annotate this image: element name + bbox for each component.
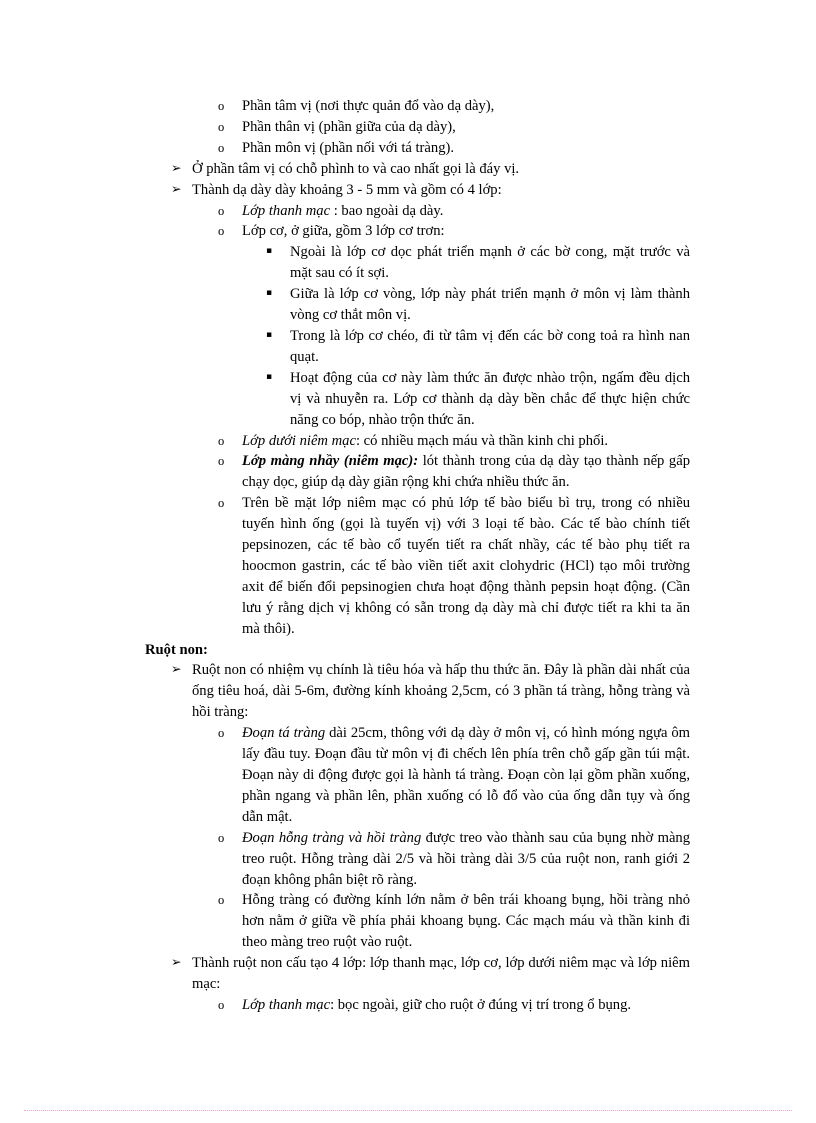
term-emphasis: Lớp màng nhầy (niêm mạc): bbox=[242, 453, 419, 470]
list-item bbox=[266, 284, 690, 326]
paragraph-text: Lớp cơ, ở giữa, gồm 3 lớp cơ trơn: bbox=[242, 223, 445, 240]
list-item bbox=[218, 117, 690, 138]
list-item bbox=[218, 828, 691, 891]
list-item bbox=[171, 180, 690, 201]
term-emphasis: Lớp dưới niêm mạc bbox=[242, 432, 356, 449]
paragraph-text: Phần thân vị (phần giữa của dạ dày), bbox=[242, 118, 456, 135]
paragraph-text: : có nhiều mạch máu và thần kinh chi phối. bbox=[355, 432, 609, 449]
paragraph-text: Ngoài là lớp cơ dọc phát triển mạnh ở các bờ cong, mặt trước và mặt sau có ít sợi. bbox=[290, 244, 690, 282]
term-emphasis: Đoạn hỗng tràng và hồi tràng bbox=[242, 829, 422, 846]
section-heading bbox=[145, 640, 816, 661]
circle-bullet-icon: o bbox=[218, 893, 225, 908]
square-bullet-icon: ▪ bbox=[266, 371, 273, 382]
list-item bbox=[171, 660, 690, 723]
list-item bbox=[218, 493, 690, 639]
list-item bbox=[218, 221, 690, 242]
circle-bullet-icon: o bbox=[218, 454, 225, 469]
list-item bbox=[218, 201, 690, 222]
list-item bbox=[218, 431, 690, 452]
circle-bullet-icon: o bbox=[218, 99, 225, 113]
circle-bullet-icon: o bbox=[218, 830, 225, 845]
term-emphasis: Lớp thanh mạc bbox=[242, 202, 331, 219]
list-item bbox=[266, 368, 690, 431]
paragraph-text: Phần môn vị (phần nối với tá tràng). bbox=[242, 139, 454, 156]
paragraph-text: Ruột non có nhiệm vụ chính là tiêu hóa và hấp thu thức ăn. Đây là phần dài nhất của ống tiêu hoá, dài 5-6m, đường kính khoảng 2,5cm, có 3 phần tá tràng, hỗng tràng và hồi tràng: bbox=[192, 662, 690, 721]
paragraph-text: Trên bề mặt lớp niêm mạc có phủ lớp tế bào biểu bì trụ, trong có nhiều tuyến hình ống (gọi là tuyến vị) với 3 loại tế bào. Các tế bào chính tiết pepsinozen, các tế bào cổ tuyến tiết ra chất nhầy, các tế bào phụ tiết ra hoocmon gastrin, các tế bào viền tiết axit clohydric (HCl) tạo môi trường axit để biến đổi pepsinogien chưa hoạt động thành pepsin hoạt động. (Cần lưu ý rằng dịch vị không có sẵn trong dạ dày mà chỉ được tiết ra khi ta ăn mà thôi). bbox=[242, 495, 690, 637]
paragraph-text: Giữa là lớp cơ vòng, lớp này phát triển mạnh ở môn vị làm thành vòng cơ thắt môn vị. bbox=[290, 286, 690, 324]
arrow-bullet-icon: ➢ bbox=[171, 661, 182, 677]
paragraph-text: Ở phần tâm vị có chỗ phình to và cao nhất gọi là đáy vị. bbox=[192, 160, 520, 177]
arrow-bullet-icon: ➢ bbox=[171, 159, 182, 175]
square-bullet-icon: ▪ bbox=[266, 288, 273, 299]
circle-bullet-icon: o bbox=[218, 203, 225, 218]
list-item bbox=[218, 890, 690, 953]
circle-bullet-icon: o bbox=[218, 726, 225, 741]
paragraph-text: : bao ngoài dạ dày. bbox=[330, 202, 444, 219]
list-item bbox=[218, 451, 690, 493]
list-item bbox=[218, 96, 690, 117]
circle-bullet-icon: o bbox=[218, 433, 225, 448]
paragraph-text: lót thành trong của dạ dày tạo thành nếp gấp chạy dọc, giúp dạ dày giãn rộng khi chứa nhiều thức ăn. bbox=[242, 453, 690, 491]
circle-bullet-icon: o bbox=[218, 224, 225, 239]
page-break-guide bbox=[24, 1110, 792, 1111]
paragraph-text: Thành ruột non cấu tạo 4 lớp: lớp thanh mạc, lớp cơ, lớp dưới niêm mạc và lớp niêm mạc: bbox=[192, 955, 690, 993]
paragraph-text: Hỗng tràng có đường kính lớn nằm ở bên trái khoang bụng, hồi tràng nhỏ hơn nằm ở giữa về phía phải khoang bụng. Các mạch máu và thần kinh đi theo màng treo ruột vào ruột. bbox=[242, 892, 690, 951]
arrow-bullet-icon: ➢ bbox=[171, 954, 182, 970]
circle-bullet-icon: o bbox=[218, 997, 225, 1012]
list-item bbox=[218, 723, 691, 828]
paragraph-text: Phần tâm vị (nơi thực quản đổ vào dạ dày), bbox=[242, 98, 495, 114]
document-body bbox=[0, 96, 816, 1016]
circle-bullet-icon: o bbox=[218, 119, 225, 134]
paragraph-text: Trong là lớp cơ chéo, đi từ tâm vị đến các bờ cong toả ra hình nan quạt. bbox=[290, 327, 690, 365]
arrow-bullet-icon: ➢ bbox=[171, 180, 182, 196]
paragraph-text: Hoạt động của cơ này làm thức ăn được nhào trộn, ngấm đều dịch vị và nhuyễn ra. Lớp cơ thành dạ dày bền chắc để thực hiện chức năng co bóp, nhào trộn thức ăn. bbox=[290, 369, 690, 428]
term-emphasis: Lớp thanh mạc bbox=[242, 996, 331, 1013]
list-item bbox=[171, 159, 690, 180]
paragraph-text: Ruột non: bbox=[145, 641, 208, 658]
circle-bullet-icon: o bbox=[218, 140, 225, 155]
list-item bbox=[171, 953, 690, 995]
list-item bbox=[266, 242, 690, 284]
paragraph-text: Thành dạ dày dày khoảng 3 - 5 mm và gồm có 4 lớp: bbox=[192, 181, 502, 198]
paragraph-text: được treo vào thành sau của bụng nhờ màng treo ruột. Hỗng tràng dài 2/5 và hồi tràng dài 3/5 của ruột non, ranh giới 2 đoạn không phân biệt rõ ràng. bbox=[242, 829, 691, 888]
paragraph-text: dài 25cm, thông với dạ dày ở môn vị, có hình móng ngựa ôm lấy đầu tuy. Đoạn đầu từ môn vị đi chếch lên phía trên chỗ gấp gần túi mật. Đoạn này di động được gọi là hành tá tràng. Đoạn còn lại gồm phần xuống, phần ngang và phần lên, phần xuống có lỗ đổ vào của ống dẫn tụy và ống dẫn mật. bbox=[242, 725, 691, 825]
paragraph-text: : bọc ngoài, giữ cho ruột ở đúng vị trí trong ổ bụng. bbox=[330, 996, 632, 1013]
square-bullet-icon: ▪ bbox=[266, 329, 273, 340]
list-item bbox=[218, 995, 690, 1016]
term-emphasis: Đoạn tá tràng bbox=[242, 725, 326, 742]
list-item bbox=[266, 326, 690, 368]
list-item bbox=[218, 138, 690, 159]
circle-bullet-icon: o bbox=[218, 496, 225, 511]
square-bullet-icon: ▪ bbox=[266, 246, 273, 257]
